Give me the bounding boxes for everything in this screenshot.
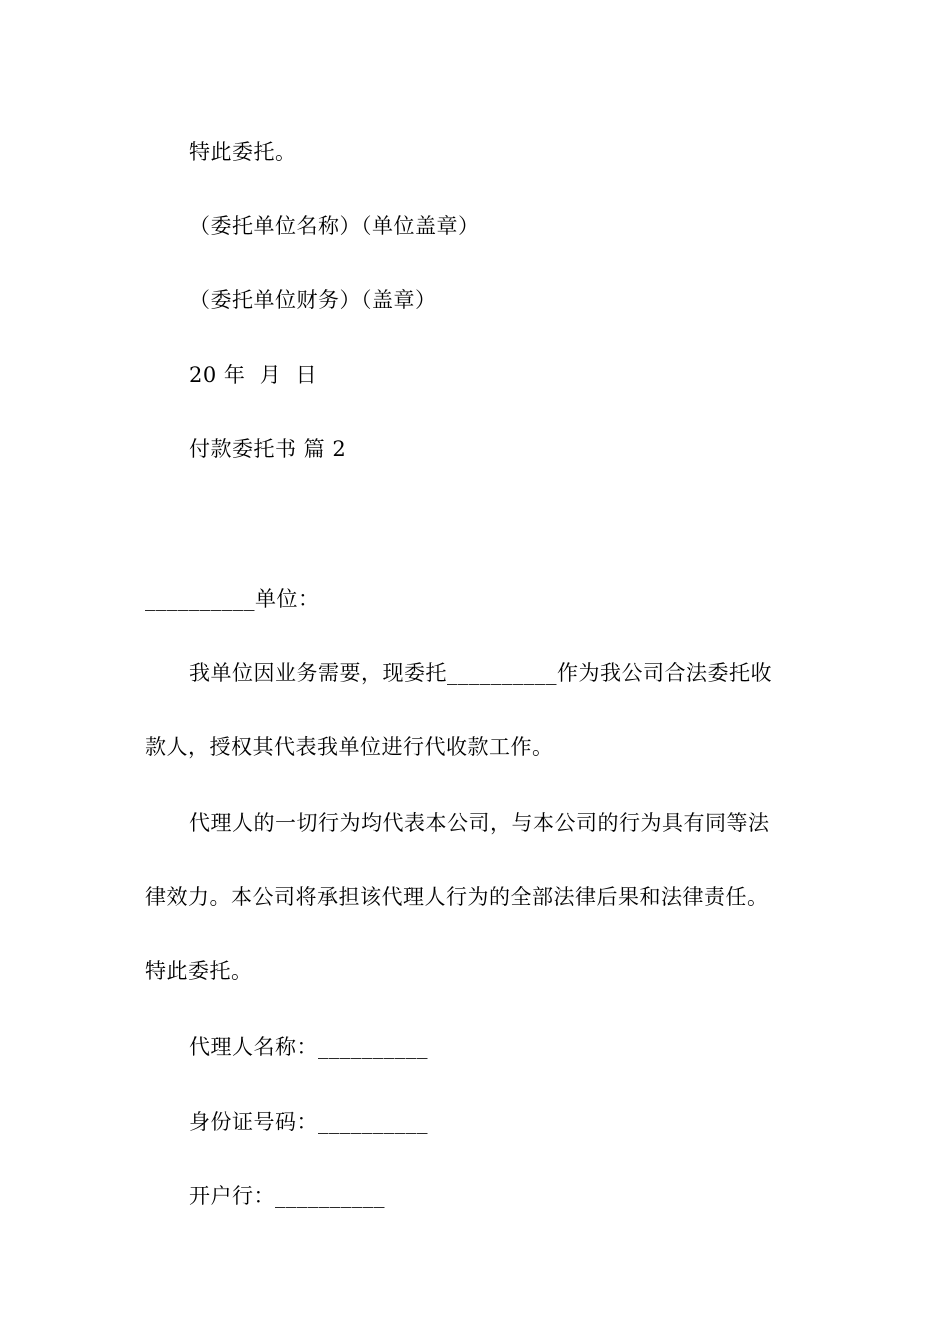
entrusting-unit-finance-seal: （委托单位财务）（盖章）	[189, 288, 437, 312]
agent-name-field: 代理人名称：__________	[189, 1035, 428, 1059]
bank-field: 开户行：__________	[189, 1184, 385, 1208]
body-paragraph-1-line-2: 款人，授权其代表我单位进行代收款工作。	[145, 735, 554, 759]
body-paragraph-2-line-2: 律效力。本公司将承担该代理人行为的全部法律后果和法律责任。	[145, 885, 769, 909]
closing-text-2: 特此委托。	[145, 959, 253, 983]
closing-text: 特此委托。	[189, 140, 297, 164]
id-number-field: 身份证号码：__________	[189, 1110, 428, 1134]
section-heading: 付款委托书 篇 2	[189, 437, 347, 461]
recipient-unit-line: __________单位：	[145, 587, 320, 611]
date-line: 20 年 月 日	[189, 363, 318, 387]
body-paragraph-2-line-1: 代理人的一切行为均代表本公司，与本公司的行为具有同等法	[189, 811, 770, 835]
body-paragraph-1-line-1: 我单位因业务需要，现委托__________作为我公司合法委托收	[189, 661, 772, 685]
entrusting-unit-name-seal: （委托单位名称）（单位盖章）	[189, 214, 480, 238]
